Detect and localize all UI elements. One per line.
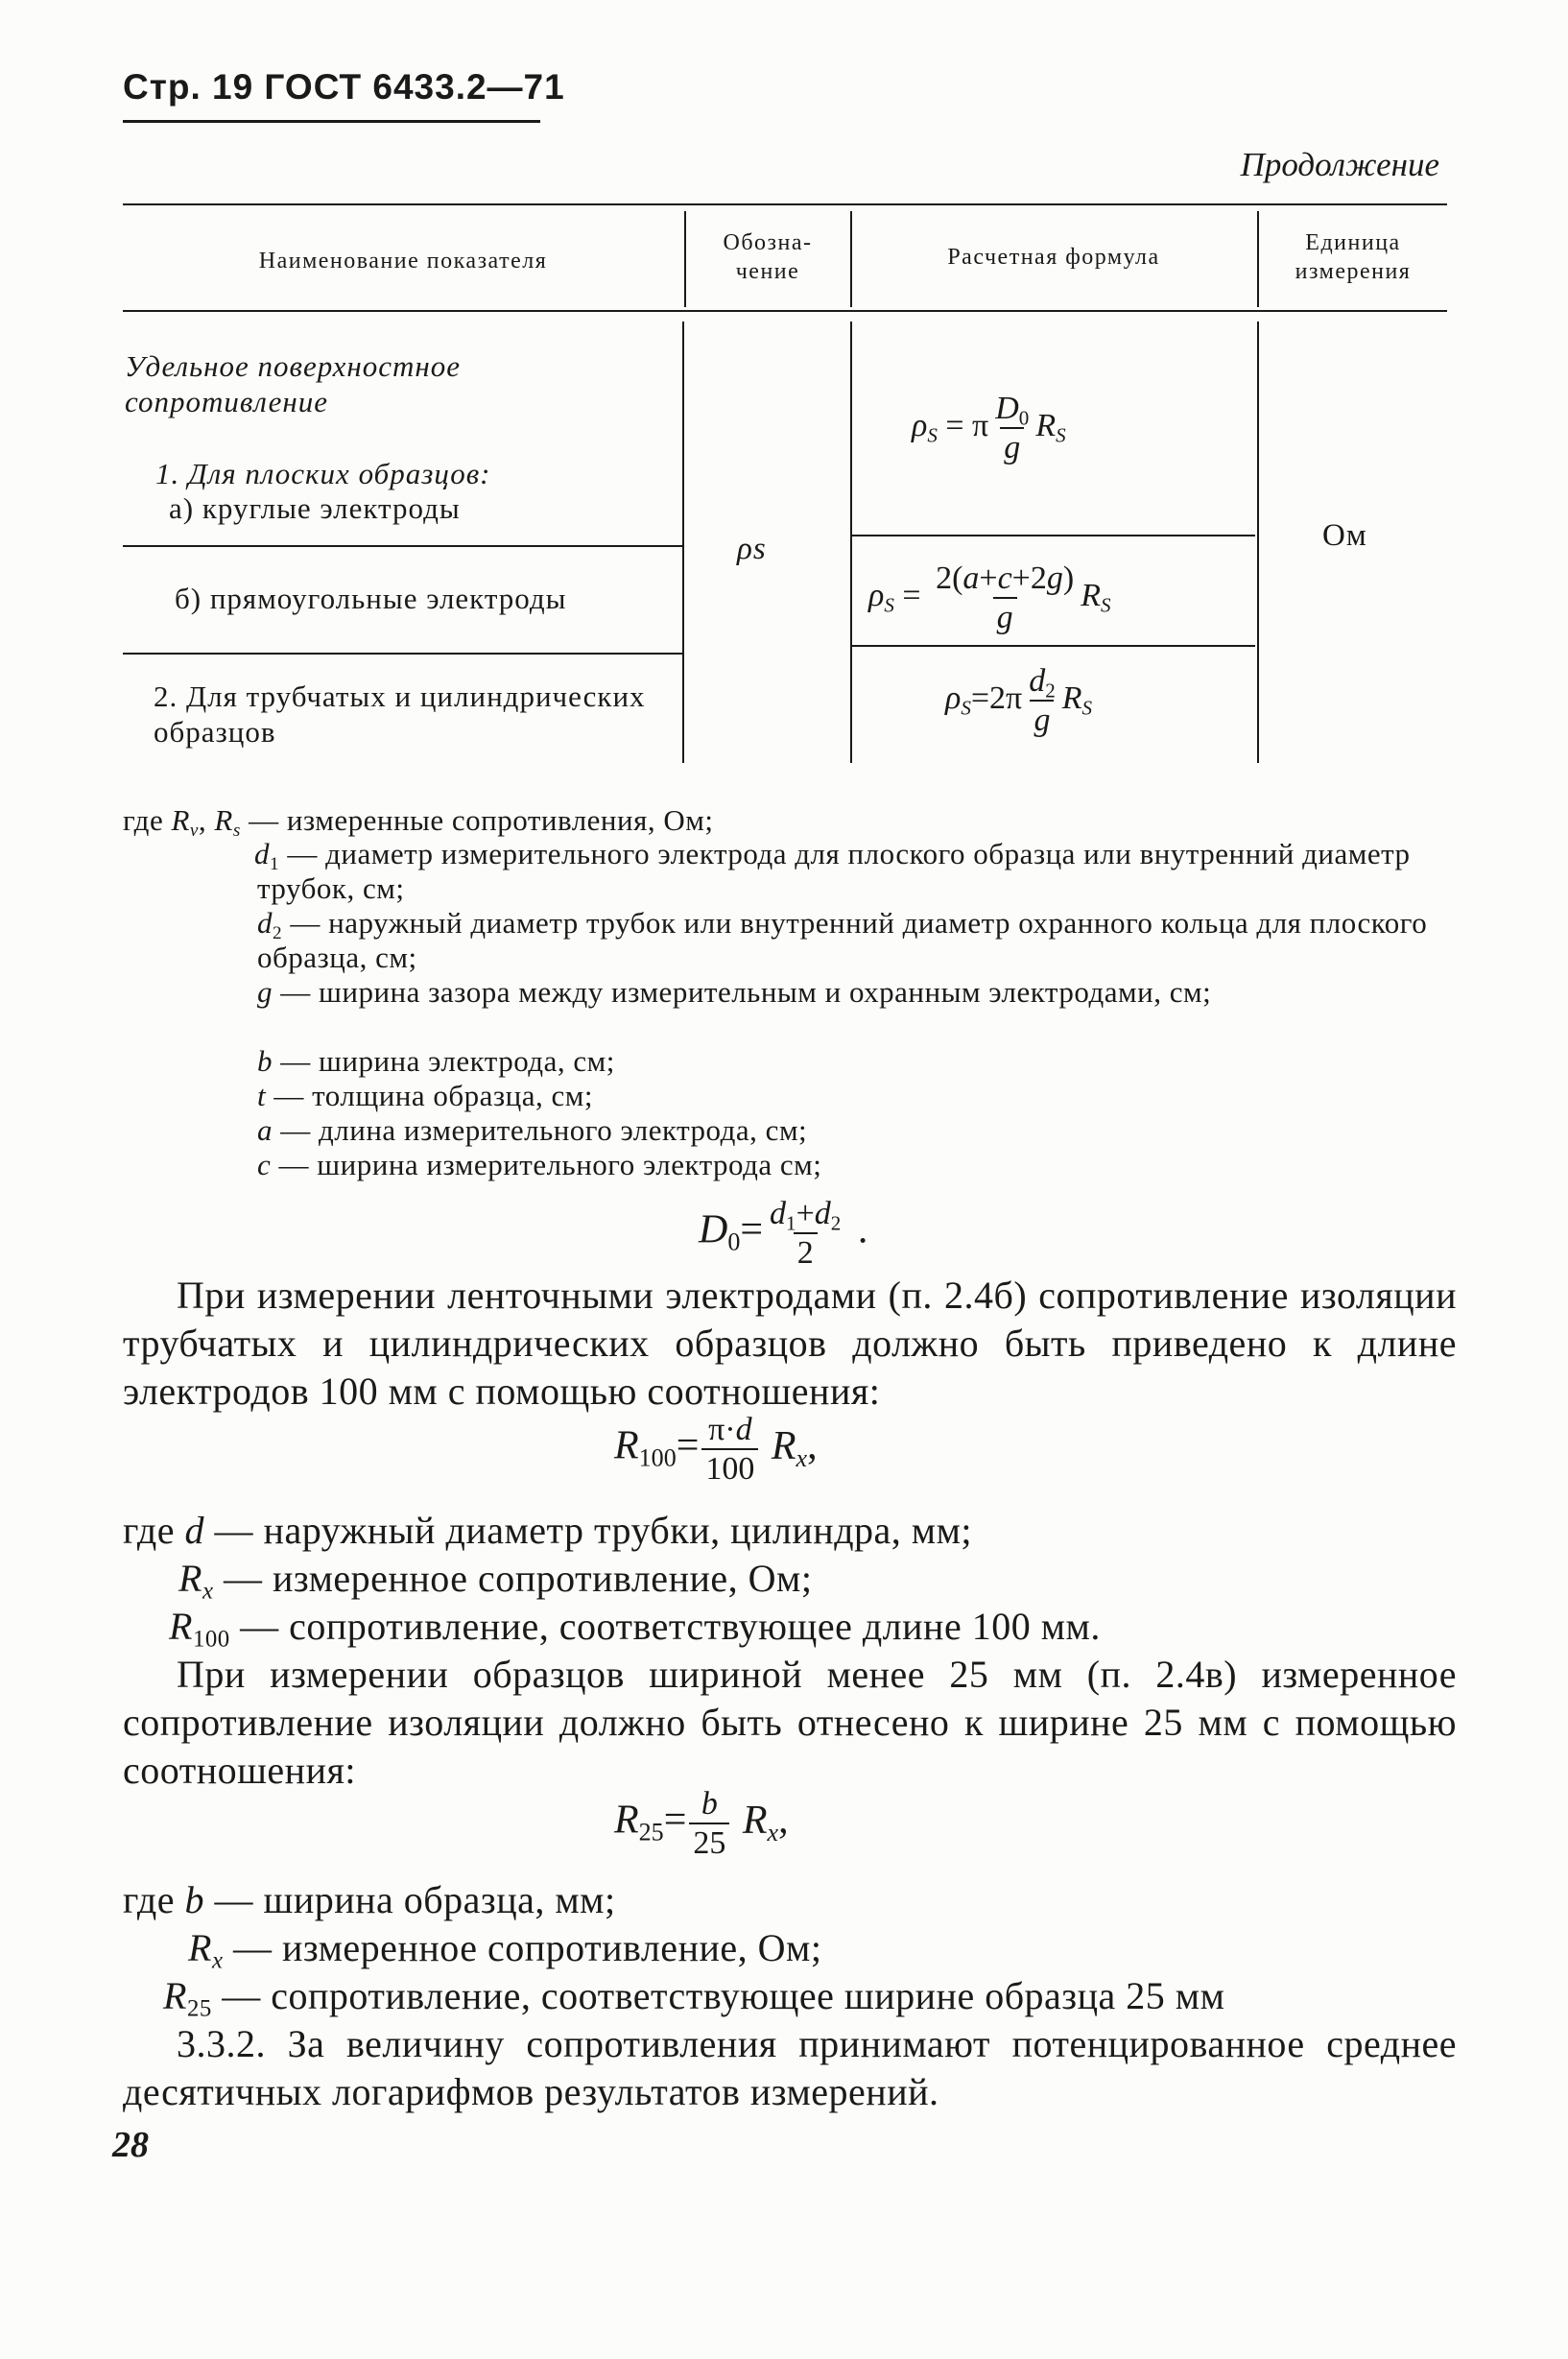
definition-rx-2: $R_x$ — измеренное сопротивление, Ом; [188, 1926, 822, 1974]
defs3-intro: где [123, 1878, 176, 1921]
definition-r100: $R_{100}$ — сопротивление, соответствующее длине 100 мм. [169, 1605, 1101, 1653]
row-rect-electrodes: б) прямоугольные электроды [175, 582, 567, 615]
definition-b: b — ширина электрода, см; [257, 1044, 615, 1078]
defs2-rx-text: — измеренное сопротивление, Ом; [223, 1557, 813, 1600]
table-header-rule [123, 310, 1447, 312]
defs3-rx-text: — измеренное сопротивление, Ом; [232, 1926, 822, 1969]
defs-rv-rs-text: — измеренные сопротивления, Ом; [249, 803, 714, 837]
header-name: Наименование показателя [258, 249, 548, 274]
row-round-electrodes: а) круглые электроды [169, 491, 461, 525]
header-symbol-line1: Обозна- [723, 230, 813, 255]
paragraph-ribbon-electrodes: При измерении ленточными электродами (п. 2.4б) сопротивление изоляции трубчатых и цилиндрических образцов должно быть приведено к длине электродов 100 мм с помощью соотношения: [123, 1274, 1457, 1413]
defs-t-text: — толщина образца, см; [273, 1079, 593, 1112]
row-flat-samples: 1. Для плоских образцов: [155, 457, 491, 490]
defs-d2-text: — наружный диаметр трубок или внутренний диаметр охранного кольца для плоского образца, см; [257, 906, 1428, 974]
defs-b-text: — ширина электрода, см; [280, 1044, 615, 1078]
header-unit [1259, 228, 1447, 286]
defs-intro: где [123, 803, 164, 837]
header-unit-line1: Единица [1305, 230, 1401, 255]
header-rule [123, 120, 540, 123]
page-number: 28 [112, 2125, 149, 2165]
header-formula: Расчетная формула [947, 245, 1160, 270]
header-unit-line2: измерения [1295, 259, 1412, 284]
defs2-intro: где [123, 1509, 176, 1552]
definition-r25: $R_{25}$ — сопротивление, соответствующее ширине образца 25 мм [163, 1974, 1225, 2022]
row-tubular-samples: 2. Для трубчатых и цилиндрических образцов [154, 679, 646, 749]
col-rule [1257, 322, 1259, 763]
row-surface-resistance: Удельное поверхностное сопротивление [125, 349, 462, 418]
formula-divider [852, 535, 1255, 536]
paragraph-narrow-samples: При измерении образцов шириной менее 25 мм (п. 2.4в) измеренное сопротивление изоляции должно быть отнесено к ширине 25 мм с помощью соотношения: [123, 1653, 1457, 1792]
formula-r100: $R_{100}=$ $\frac{\pi\cdot d}{100}$ $R_x$, [614, 1412, 818, 1488]
row-divider [123, 545, 682, 547]
row-divider [123, 653, 682, 655]
definition-rx: $R_x$ — измеренное сопротивление, Ом; [178, 1557, 813, 1605]
definition-d1: $d_1$ — диаметр измерительного электрода для плоского образца или внутренний диаметр трубок, см; [254, 837, 1411, 905]
formula-divider [852, 645, 1255, 647]
formula-rect: $\rho_S$ = $\frac{2(a+c+2g)}{g}$ $R_S$ [868, 560, 1111, 636]
unit-ohm: Ом [1322, 518, 1367, 553]
formula-d0: $D_0=$ $\frac{d_1+d_2}{2}$ . [699, 1196, 868, 1272]
header-symbol [686, 228, 849, 286]
defs3-r25-text: — сопротивление, соответствующее ширине образца 25 мм [222, 1974, 1225, 2017]
defs2-d-text: — наружный диаметр трубки, цилиндра, мм; [214, 1509, 973, 1552]
table-top-rule [123, 203, 1447, 205]
formula-tubular: $\rho_S=2\pi$ $\frac{d_2}{g}$ $R_S$ [945, 663, 1093, 739]
defs-a-text: — длина измерительного электрода, см; [280, 1113, 808, 1147]
header-symbol-line2: чение [735, 259, 800, 284]
definition-d2: $d_2$ — наружный диаметр трубок или внутренний диаметр охранного кольца для плоского образца, см; [257, 906, 1428, 974]
paragraph-3-3-2: 3.3.2. За величину сопротивления принимают потенцированное среднее десятичных логарифмов результатов измерений. [123, 2022, 1457, 2113]
definition-d: где d — наружный диаметр трубки, цилиндра, мм; [123, 1509, 973, 1552]
definition-a: a — длина измерительного электрода, см; [257, 1113, 808, 1147]
col-rule [850, 322, 852, 763]
definition-c: c — ширина измерительного электрода см; [257, 1148, 822, 1181]
definition-t: t — толщина образца, см; [257, 1079, 593, 1112]
formula-round: $\rho_S = \pi$ $\frac{D_0}{g}$ $R_S$ [912, 391, 1066, 466]
definition-g: g — ширина зазора между измерительным и охранным электродами, см; [257, 975, 1212, 1009]
defs3-b-text: — ширина образца, мм; [214, 1878, 616, 1921]
page-header: Стр. 19 ГОСТ 6433.2—71 [123, 67, 565, 107]
symbol-rho-s: ρs [737, 532, 767, 566]
definition-b-width: где b — ширина образца, мм; [123, 1878, 616, 1921]
formula-r25: $R_{25}=$ $\frac{b}{25}$ $R_x$, [614, 1786, 789, 1862]
definition-rv-rs: где $R_v$, $R_s$ — измеренные сопротивления, Ом; [123, 803, 714, 841]
defs-g-text: — ширина зазора между измерительным и охранным электродами, см; [280, 975, 1212, 1009]
defs-d1-text: — диаметр измерительного электрода для плоского образца или внутренний диаметр трубок, см; [257, 837, 1411, 905]
defs-c-text: — ширина измерительного электрода см; [278, 1148, 822, 1181]
col-rule [682, 322, 684, 763]
continued-label: Продолжение [1240, 146, 1439, 183]
defs2-r100-text: — сопротивление, соответствующее длине 100 мм. [240, 1605, 1101, 1648]
